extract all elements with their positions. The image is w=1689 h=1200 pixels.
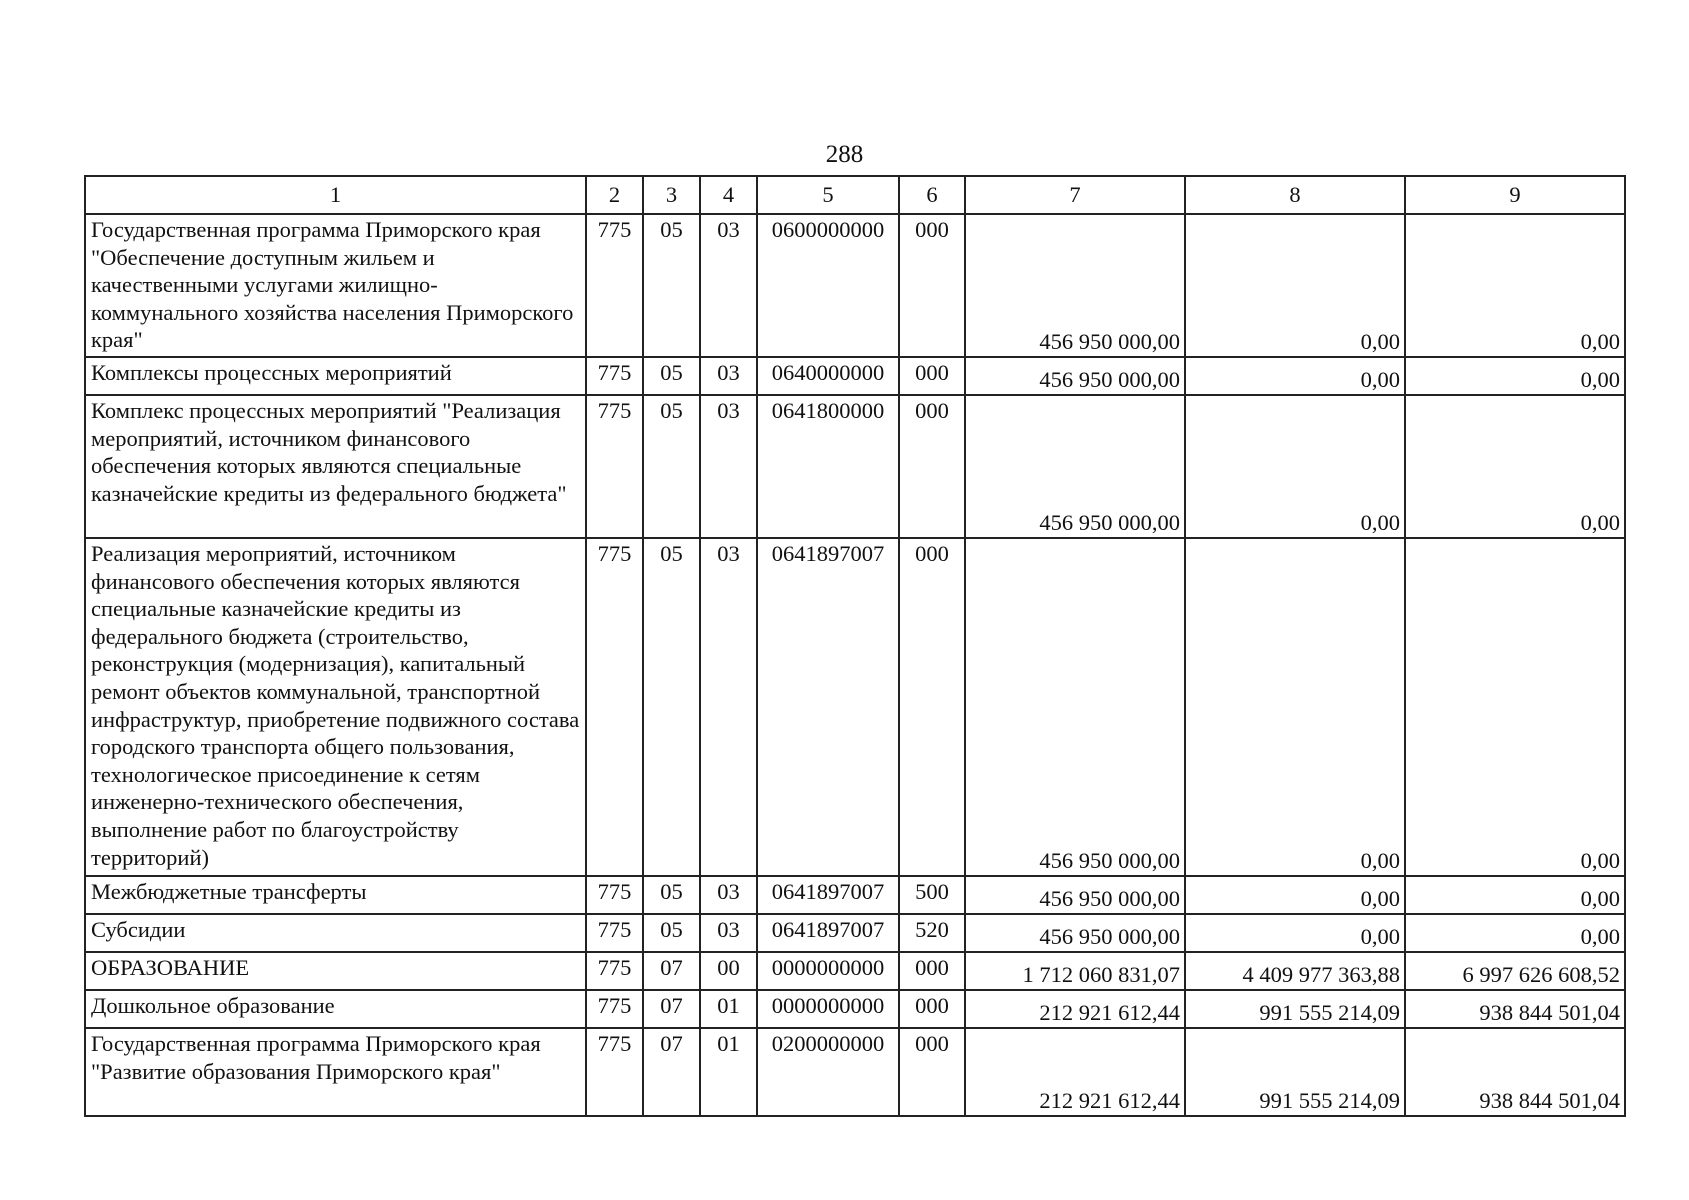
- amount-cell: 0,00: [1405, 538, 1625, 876]
- amount-cell: 456 950 000,00: [965, 914, 1185, 952]
- table-row: [85, 538, 1625, 876]
- amount-cell: 456 950 000,00: [965, 876, 1185, 914]
- amount-cell: 0,00: [1405, 395, 1625, 538]
- row-name: ОБРАЗОВАНИЕ: [85, 952, 586, 990]
- code-cell: 05: [643, 357, 700, 395]
- code-cell: 03: [700, 395, 757, 538]
- code-cell: 0600000000: [757, 214, 899, 357]
- code-cell: 775: [586, 990, 643, 1028]
- amount-cell: 991 555 214,09: [1185, 1028, 1405, 1116]
- amount-cell: 456 950 000,00: [965, 538, 1185, 876]
- code-cell: 0000000000: [757, 990, 899, 1028]
- amount-cell: 0,00: [1405, 357, 1625, 395]
- row-name: Комплексы процессных мероприятий: [85, 357, 586, 395]
- header-cell: 9: [1405, 176, 1625, 214]
- code-cell: 775: [586, 952, 643, 990]
- code-cell: 775: [586, 914, 643, 952]
- header-cell: 3: [643, 176, 700, 214]
- code-cell: 000: [899, 538, 965, 876]
- amount-cell: 0,00: [1185, 876, 1405, 914]
- code-cell: 03: [700, 214, 757, 357]
- code-cell: 0641897007: [757, 876, 899, 914]
- amount-cell: 0,00: [1185, 357, 1405, 395]
- code-cell: 500: [899, 876, 965, 914]
- table-row: [85, 395, 1625, 538]
- header-cell: 6: [899, 176, 965, 214]
- amount-cell: 212 921 612,44: [965, 990, 1185, 1028]
- code-cell: 05: [643, 214, 700, 357]
- amount-cell: 991 555 214,09: [1185, 990, 1405, 1028]
- code-cell: 775: [586, 357, 643, 395]
- amount-cell: 6 997 626 608,52: [1405, 952, 1625, 990]
- code-cell: 000: [899, 357, 965, 395]
- header-cell: 2: [586, 176, 643, 214]
- amount-cell: 938 844 501,04: [1405, 990, 1625, 1028]
- row-name: Межбюджетные трансферты: [85, 876, 586, 914]
- row-name: Государственная программа Приморского края "Обеспечение доступным жильем и качественными услугами жилищно-коммунального хозяйства населения Приморского края": [85, 214, 586, 357]
- code-cell: 775: [586, 538, 643, 876]
- table-row: [85, 214, 1625, 357]
- amount-cell: 0,00: [1185, 538, 1405, 876]
- code-cell: 05: [643, 538, 700, 876]
- code-cell: 05: [643, 914, 700, 952]
- code-cell: 03: [700, 538, 757, 876]
- budget-table: [84, 175, 1626, 1117]
- header-cell: 8: [1185, 176, 1405, 214]
- code-cell: 000: [899, 395, 965, 538]
- page-number: 288: [825, 141, 864, 168]
- amount-cell: 0,00: [1185, 395, 1405, 538]
- amount-cell: 4 409 977 363,88: [1185, 952, 1405, 990]
- code-cell: 000: [899, 990, 965, 1028]
- row-name: Субсидии: [85, 914, 586, 952]
- header-cell: 7: [965, 176, 1185, 214]
- table-row: [85, 914, 1625, 952]
- amount-cell: 0,00: [1185, 914, 1405, 952]
- table-row: [85, 952, 1625, 990]
- row-name: Комплекс процессных мероприятий "Реализация мероприятий, источником финансового обеспечения которых являются специальные казначейские кредиты из федерального бюджета": [85, 395, 586, 538]
- table-row: [85, 876, 1625, 914]
- code-cell: 000: [899, 1028, 965, 1116]
- code-cell: 05: [643, 876, 700, 914]
- code-cell: 07: [643, 1028, 700, 1116]
- code-cell: 0000000000: [757, 952, 899, 990]
- code-cell: 775: [586, 214, 643, 357]
- row-name: Реализация мероприятий, источником финансового обеспечения которых являются специальные казначейские кредиты из федерального бюджета (строительство, реконструкция (модернизация), капитальный ремонт объектов коммунальной, транспортной инфраструктур, приобретение подвижного состава городского транспорта общего пользования, технологическое присоединение к сетям инженерно-технического обеспечения, выполнение работ по благоустройству территорий): [85, 538, 586, 876]
- code-cell: 775: [586, 1028, 643, 1116]
- code-cell: 000: [899, 952, 965, 990]
- amount-cell: 0,00: [1405, 876, 1625, 914]
- code-cell: 00: [700, 952, 757, 990]
- amount-cell: 0,00: [1405, 214, 1625, 357]
- amount-cell: 212 921 612,44: [965, 1028, 1185, 1116]
- table-row: [85, 1028, 1625, 1116]
- code-cell: 0200000000: [757, 1028, 899, 1116]
- code-cell: 520: [899, 914, 965, 952]
- code-cell: 0641897007: [757, 914, 899, 952]
- code-cell: 07: [643, 952, 700, 990]
- amount-cell: 456 950 000,00: [965, 395, 1185, 538]
- code-cell: 03: [700, 357, 757, 395]
- code-cell: 0640000000: [757, 357, 899, 395]
- amount-cell: 456 950 000,00: [965, 357, 1185, 395]
- row-name: Дошкольное образование: [85, 990, 586, 1028]
- code-cell: 000: [899, 214, 965, 357]
- code-cell: 01: [700, 1028, 757, 1116]
- amount-cell: 456 950 000,00: [965, 214, 1185, 357]
- header-cell: 5: [757, 176, 899, 214]
- code-cell: 01: [700, 990, 757, 1028]
- code-cell: 0641897007: [757, 538, 899, 876]
- code-cell: 775: [586, 876, 643, 914]
- code-cell: 03: [700, 914, 757, 952]
- amount-cell: 1 712 060 831,07: [965, 952, 1185, 990]
- code-cell: 07: [643, 990, 700, 1028]
- code-cell: 05: [643, 395, 700, 538]
- header-cell: 4: [700, 176, 757, 214]
- header-row: [85, 176, 1625, 214]
- table-row: [85, 357, 1625, 395]
- code-cell: 0641800000: [757, 395, 899, 538]
- amount-cell: 0,00: [1405, 914, 1625, 952]
- amount-cell: 0,00: [1185, 214, 1405, 357]
- code-cell: 775: [586, 395, 643, 538]
- row-name: Государственная программа Приморского края "Развитие образования Приморского края": [85, 1028, 586, 1116]
- amount-cell: 938 844 501,04: [1405, 1028, 1625, 1116]
- header-cell: 1: [85, 176, 586, 214]
- table-row: [85, 990, 1625, 1028]
- code-cell: 03: [700, 876, 757, 914]
